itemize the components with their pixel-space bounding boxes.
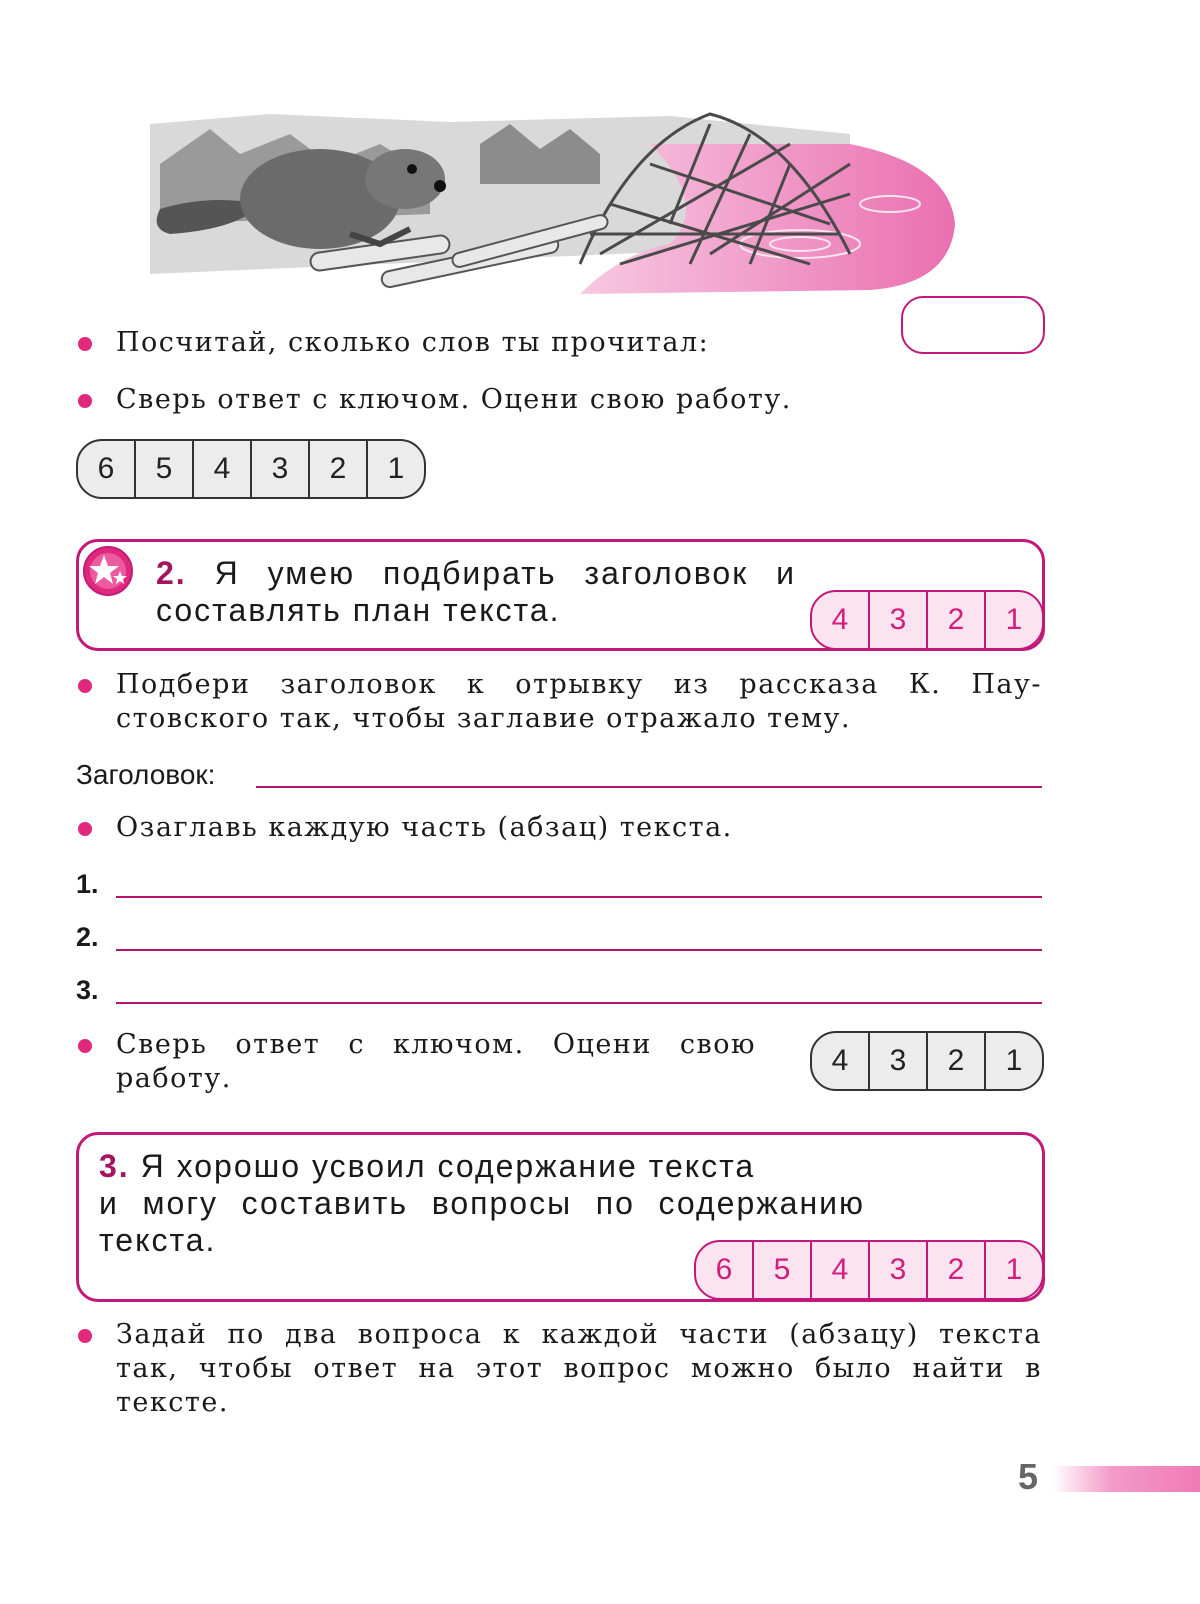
bullet [78,822,92,836]
instruction-line: работу. [116,1063,232,1094]
score-1[interactable]: 1 [366,441,424,497]
instruction-line: тексте. [116,1387,229,1418]
page-number: 5 [1018,1456,1039,1497]
score-3[interactable]: 3 [868,592,926,648]
plan-item-2-number: 2. [76,922,99,952]
task-3-line1: Я хорошо усвоил содержание текста [140,1148,756,1184]
task-2-line2: составлять план текста. [156,592,561,628]
score-6[interactable]: 6 [97,452,115,485]
score-3[interactable]: 3 [868,1242,926,1298]
score-2[interactable]: 2 [926,1033,984,1089]
bullet [78,679,92,693]
score-2[interactable]: 2 [308,441,366,497]
task-2-score-scale [810,590,1044,650]
self-assessment-scale [76,439,426,499]
score-4[interactable]: 4 [192,441,250,497]
task-3-line3: текста. [99,1222,217,1258]
score-6[interactable]: 6 [715,1253,733,1286]
bullet [78,337,92,351]
score-1[interactable]: 1 [984,1242,1042,1298]
instruction-line: стовского так, чтобы заглавие отражало тему. [116,703,852,734]
word-count-input[interactable] [901,296,1045,354]
task-2-title [156,555,796,629]
check-key-instruction-2 [116,1028,756,1096]
instruction-line: так, чтобы ответ на этот вопрос можно было найти в [116,1353,1042,1384]
score-4[interactable]: 4 [831,603,849,636]
bullet [78,394,92,408]
plan-item-2-line[interactable] [116,949,1042,951]
plan-item-1-number: 1. [76,869,99,899]
task-2-line1: Я умею подбирать заголовок и [214,555,797,591]
plan-item-1-line[interactable] [116,896,1042,898]
score-1[interactable]: 1 [984,592,1042,648]
beaver-illustration [150,104,980,300]
star-icon [82,545,134,597]
instruction-line: Задай по два вопроса к каждой части (абзацу) текста [116,1319,1042,1350]
task-3-number: 3. [99,1148,130,1184]
instruction-line: Сверь ответ с ключом. Оцени свою [116,1029,756,1060]
score-4[interactable]: 4 [831,1044,849,1077]
bullet [78,1039,92,1053]
check-key-instruction: Сверь ответ с ключом. Оцени свою работу. [116,384,792,415]
score-3[interactable]: 3 [250,441,308,497]
score-2[interactable]: 2 [926,1242,984,1298]
score-3[interactable]: 3 [868,1033,926,1089]
score-5[interactable]: 5 [752,1242,810,1298]
score-1[interactable]: 1 [984,1033,1042,1089]
score-5[interactable]: 5 [134,441,192,497]
title-answer-line[interactable] [256,786,1042,788]
task-2-check-scale [810,1031,1044,1091]
page-number-bar [1052,1466,1200,1492]
ask-questions-instruction [116,1318,1042,1420]
title-label: Заголовок: [76,759,216,790]
instruction-line: Подбери заголовок к отрывку из рассказа К. Пау- [116,669,1042,700]
choose-title-instruction [116,668,1042,736]
bullet [78,1329,92,1343]
score-2[interactable]: 2 [926,592,984,648]
plan-item-3-line[interactable] [116,1002,1042,1004]
score-4[interactable]: 4 [810,1242,868,1298]
plan-item-3-number: 3. [76,975,99,1005]
task-2-number: 2. [156,555,187,591]
task-3-score-scale [694,1240,1044,1300]
paragraph-titles-instruction: Озаглавь каждую часть (абзац) текста. [116,812,733,843]
count-words-instruction: Посчитай, сколько слов ты прочитал: [116,327,710,358]
task-3-line2: и могу составить вопросы по содержанию [99,1185,865,1221]
